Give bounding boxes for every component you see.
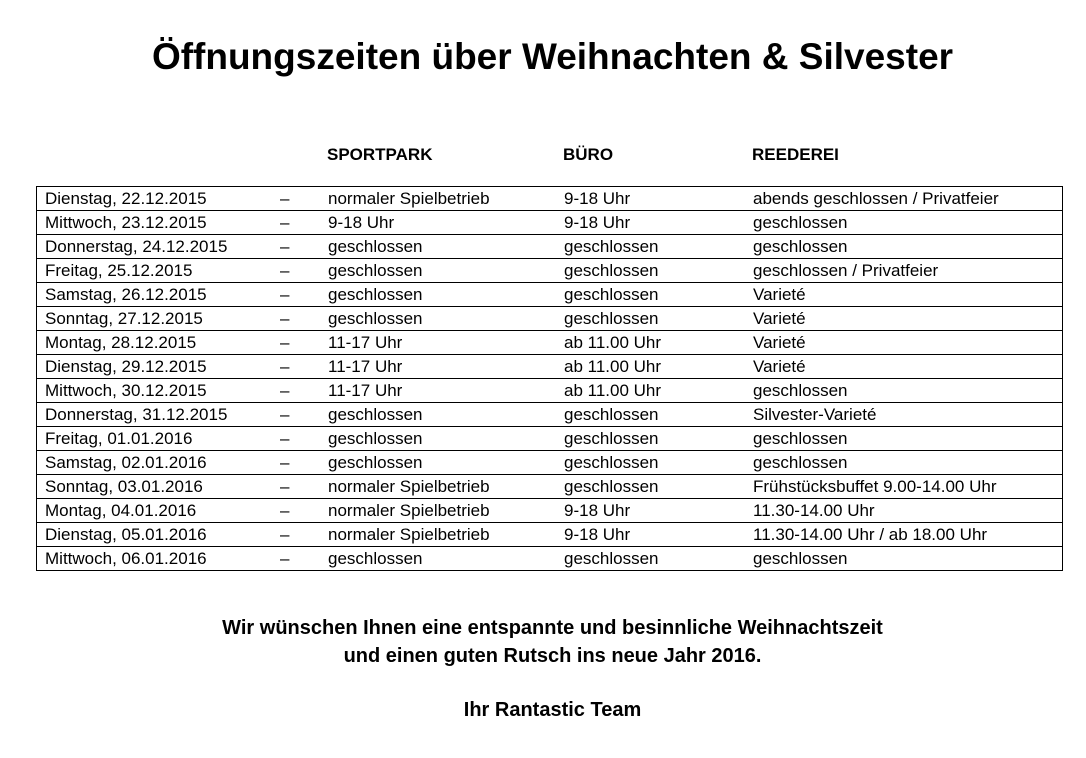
table-row [37,403,1063,427]
cell-dash: – [280,187,328,211]
cell-sportpark: geschlossen [328,307,564,331]
cell-dash: – [280,379,328,403]
cell-sportpark: geschlossen [328,451,564,475]
cell-buero: 9-18 Uhr [564,523,753,547]
cell-reederei: geschlossen [753,211,1063,235]
signature: Ihr Rantastic Team [463,699,642,721]
cell-dash: – [280,211,328,235]
column-header-reederei: REEDEREI [752,145,839,164]
cell-buero: ab 11.00 Uhr [564,331,753,355]
cell-sportpark: normaler Spielbetrieb [328,523,564,547]
cell-day: Samstag, 02.01.2016 [37,451,281,475]
table-row [37,451,1063,475]
cell-reederei: geschlossen / Privatfeier [753,259,1063,283]
cell-buero: geschlossen [564,283,753,307]
cell-reederei: Varieté [753,307,1063,331]
table-row [37,475,1063,499]
cell-day: Freitag, 01.01.2016 [37,427,281,451]
cell-reederei: geschlossen [753,427,1063,451]
cell-day: Dienstag, 22.12.2015 [37,187,281,211]
table-row [37,547,1063,571]
cell-dash: – [280,259,328,283]
cell-buero: geschlossen [564,451,753,475]
table-row [37,355,1063,379]
cell-dash: – [280,235,328,259]
cell-buero: ab 11.00 Uhr [564,379,753,403]
cell-sportpark: geschlossen [328,235,564,259]
cell-reederei: geschlossen [753,451,1063,475]
cell-sportpark: normaler Spielbetrieb [328,187,564,211]
table-row [37,307,1063,331]
cell-reederei: 11.30-14.00 Uhr / ab 18.00 Uhr [753,523,1063,547]
cell-reederei: Varieté [753,283,1063,307]
opening-hours-table-body [37,187,1063,571]
table-row [37,427,1063,451]
cell-sportpark: geschlossen [328,427,564,451]
cell-reederei: geschlossen [753,547,1063,571]
table-row [37,499,1063,523]
cell-buero: 9-18 Uhr [564,187,753,211]
cell-buero: ab 11.00 Uhr [564,355,753,379]
page-title: Öffnungszeiten über Weihnachten & Silvester [151,36,954,77]
cell-reederei: 11.30-14.00 Uhr [753,499,1063,523]
cell-buero: 9-18 Uhr [564,499,753,523]
cell-day: Freitag, 25.12.2015 [37,259,281,283]
table-row [37,379,1063,403]
cell-buero: geschlossen [564,427,753,451]
cell-day: Donnerstag, 31.12.2015 [37,403,281,427]
table-row [37,259,1063,283]
table-row [37,283,1063,307]
cell-day: Mittwoch, 30.12.2015 [37,379,281,403]
cell-reederei: geschlossen [753,379,1063,403]
cell-dash: – [280,427,328,451]
cell-sportpark: geschlossen [328,547,564,571]
cell-sportpark: normaler Spielbetrieb [328,499,564,523]
cell-dash: – [280,331,328,355]
cell-sportpark: 11-17 Uhr [328,331,564,355]
cell-reederei: abends geschlossen / Privatfeier [753,187,1063,211]
cell-dash: – [280,475,328,499]
cell-buero: geschlossen [564,259,753,283]
cell-day: Dienstag, 05.01.2016 [37,523,281,547]
cell-day: Sonntag, 03.01.2016 [37,475,281,499]
cell-reederei: Silvester-Varieté [753,403,1063,427]
cell-buero: geschlossen [564,235,753,259]
cell-day: Samstag, 26.12.2015 [37,283,281,307]
cell-dash: – [280,499,328,523]
cell-day: Donnerstag, 24.12.2015 [37,235,281,259]
table-row [37,331,1063,355]
cell-dash: – [280,547,328,571]
cell-dash: – [280,403,328,427]
cell-reederei: Varieté [753,331,1063,355]
cell-day: Sonntag, 27.12.2015 [37,307,281,331]
cell-day: Montag, 28.12.2015 [37,331,281,355]
cell-buero: geschlossen [564,403,753,427]
cell-day: Mittwoch, 06.01.2016 [37,547,281,571]
column-header-sportpark: SPORTPARK [327,145,433,164]
cell-sportpark: 11-17 Uhr [328,355,564,379]
cell-buero: 9-18 Uhr [564,211,753,235]
cell-sportpark: geschlossen [328,283,564,307]
greeting-line-1: Wir wünschen Ihnen eine entspannte und besinnliche Weihnachtszeit [222,617,883,639]
opening-hours-table [36,186,1063,571]
cell-dash: – [280,451,328,475]
cell-buero: geschlossen [564,307,753,331]
cell-sportpark: geschlossen [328,403,564,427]
table-row [37,211,1063,235]
cell-dash: – [280,307,328,331]
greeting-line-2: und einen guten Rutsch ins neue Jahr 2016. [343,645,762,667]
cell-buero: geschlossen [564,475,753,499]
cell-dash: – [280,355,328,379]
cell-day: Mittwoch, 23.12.2015 [37,211,281,235]
table-row [37,235,1063,259]
table-row [37,523,1063,547]
cell-sportpark: normaler Spielbetrieb [328,475,564,499]
cell-day: Dienstag, 29.12.2015 [37,355,281,379]
cell-reederei: Frühstücksbuffet 9.00-14.00 Uhr [753,475,1063,499]
cell-sportpark: 11-17 Uhr [328,379,564,403]
cell-reederei: geschlossen [753,235,1063,259]
cell-sportpark: geschlossen [328,259,564,283]
cell-dash: – [280,523,328,547]
cell-sportpark: 9-18 Uhr [328,211,564,235]
cell-buero: geschlossen [564,547,753,571]
table-row [37,187,1063,211]
cell-day: Montag, 04.01.2016 [37,499,281,523]
cell-reederei: Varieté [753,355,1063,379]
column-header-buero: BÜRO [563,145,614,164]
cell-dash: – [280,283,328,307]
